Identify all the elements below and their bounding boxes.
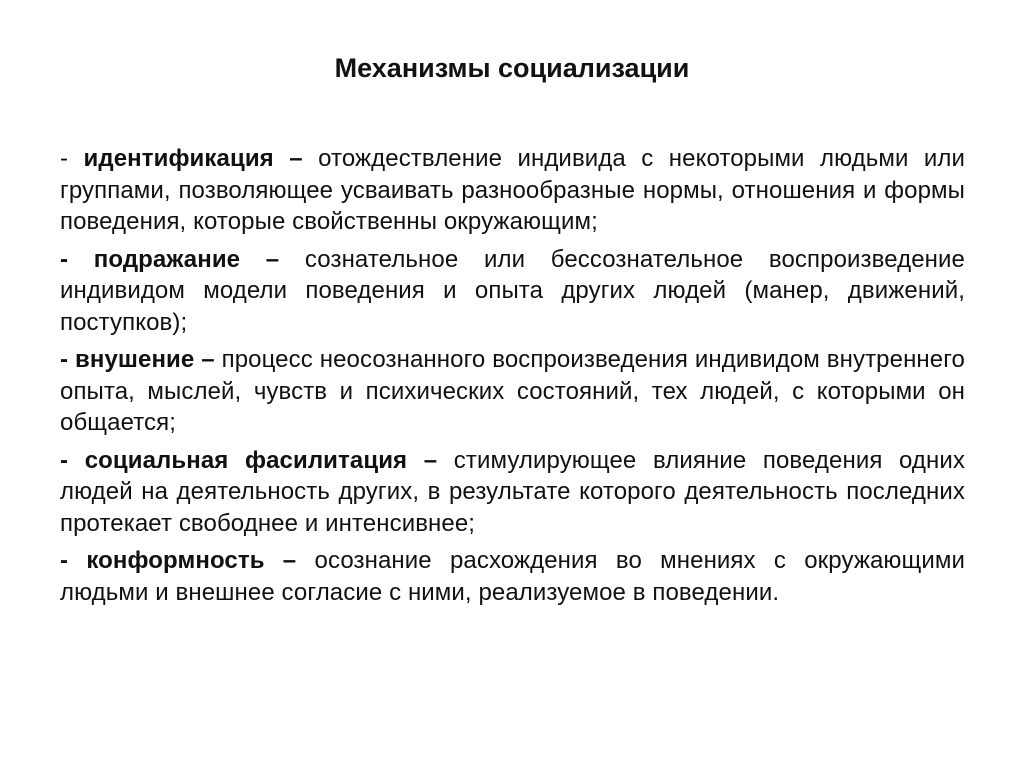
item-dash: - — [60, 446, 85, 474]
item-term: конформность – — [86, 547, 297, 574]
item-dash: - — [60, 346, 75, 373]
item-definition: осознание расхождения во мнениях с окружающими людьми и внешнее согласие с ними, реализуемое в поведении. — [60, 547, 965, 606]
list-item-social-facilitation — [60, 445, 965, 540]
item-term: идентификация – — [83, 145, 303, 172]
slide-title: Механизмы социализации — [334, 53, 690, 83]
item-dash: - — [60, 547, 87, 574]
item-term: подражание – — [93, 245, 280, 273]
list-item-suggestion — [60, 344, 965, 439]
item-definition: сознательное или бессознательное воспроизведение индивидом модели поведения и опыта других людей (манер, движений, поступков); — [60, 245, 965, 336]
item-definition: стимулирующее влияние поведения одних людей на деятельность других, в результате которого деятельность последних протекает свободнее и интенсивнее; — [60, 446, 965, 537]
mechanisms-list — [60, 143, 965, 614]
item-dash: - — [60, 245, 94, 273]
item-term: социальная фасилитация – — [84, 446, 438, 474]
item-definition: отождествление индивида с некоторыми людьми или группами, позволяющее усваивать разнообразные нормы, отношения и формы поведения, которые свойственны окружающим; — [60, 145, 965, 235]
item-definition: процесс неосознанного воспроизведения индивидом внутреннего опыта, мыслей, чувств и психических состояний, тех людей, с которыми он общается; — [60, 346, 965, 436]
list-item-identification — [60, 143, 965, 238]
item-dash: - — [60, 145, 84, 172]
list-item-conformity — [60, 545, 965, 608]
item-term: внушение – — [75, 346, 215, 373]
list-item-imitation — [60, 244, 965, 339]
